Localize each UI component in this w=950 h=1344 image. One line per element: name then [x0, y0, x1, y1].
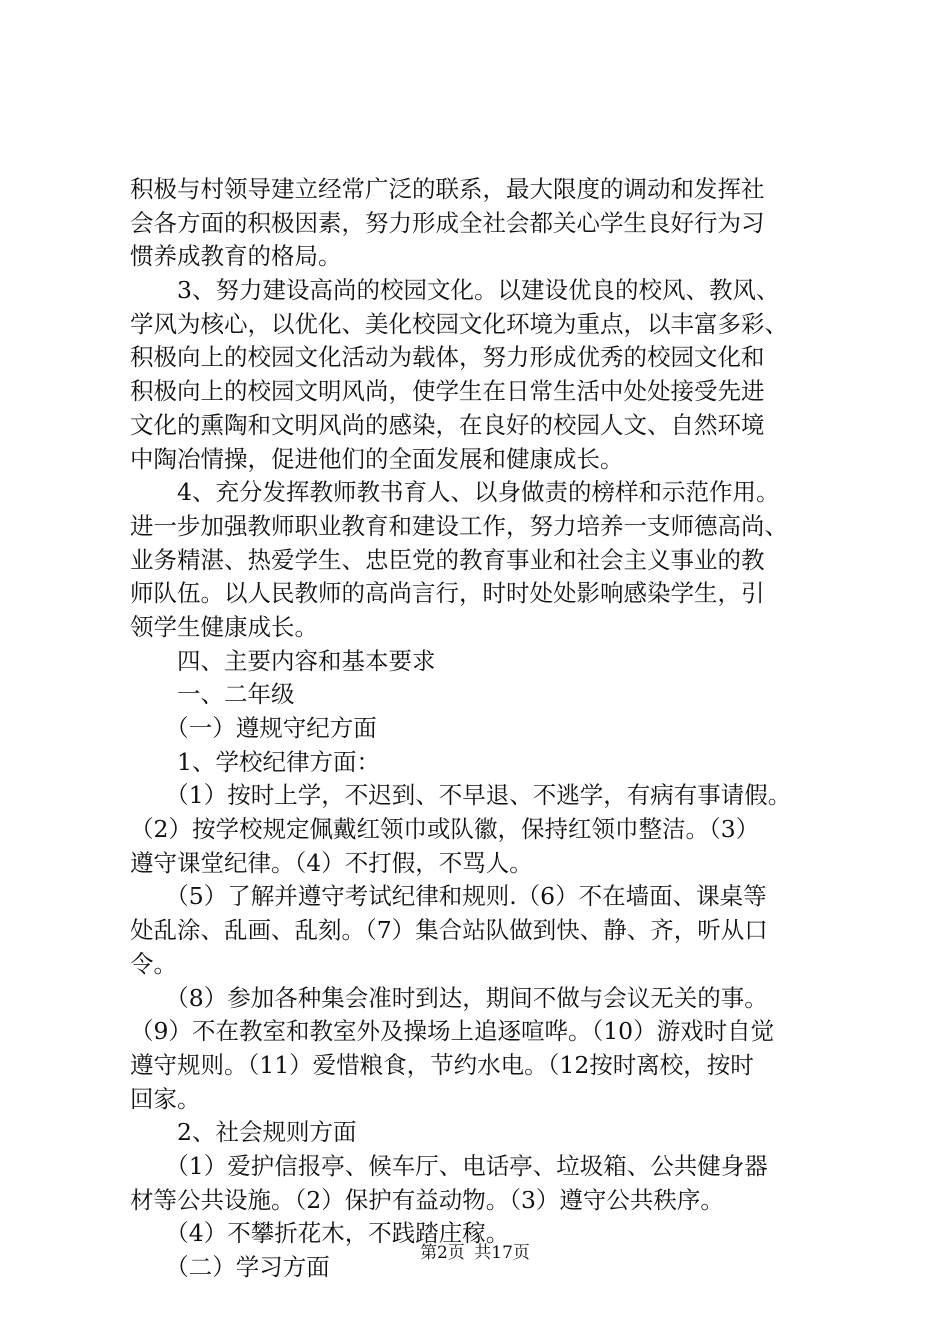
text-line: 遵守规则。（11）爱惜粮食，节约水电。（12按时离校，按时: [130, 1050, 754, 1079]
document-body: [130, 173, 850, 1285]
text-line: （1）爱护信报亭、候车厅、电话亭、垃圾箱、公共健身器: [130, 1151, 768, 1180]
text-line: 遵守课堂纪律。（4）不打假，不骂人。: [130, 848, 533, 877]
text-line: （1）按时上学，不迟到、不早退、不逃学，有病有事请假。: [130, 781, 792, 810]
page-footer: [0, 1238, 950, 1263]
text-line: 业务精湛、热爱学生、忠臣党的教育事业和社会主义事业的教: [130, 545, 765, 574]
text-line: 2、社会规则方面: [130, 1118, 357, 1147]
text-line: 令。: [130, 949, 177, 978]
text-line: 学风为核心，以优化、美化校园文化环境为重点，以丰富多彩、: [130, 309, 788, 338]
text-line: 一、二年级: [130, 680, 295, 709]
text-line: 4、充分发挥教师教书育人、以身做责的榜样和示范作用。: [130, 478, 780, 507]
text-line: 四、主要内容和基本要求: [130, 646, 436, 675]
text-line: 中陶冶情操，促进他们的全面发展和健康成长。: [130, 444, 624, 473]
text-line: 材等公共设施。（2）保护有益动物。（3）遵守公共秩序。: [130, 1185, 724, 1214]
text-line: 领学生健康成长。: [130, 612, 318, 641]
text-line: 3、努力建设高尚的校园文化。以建设优良的校风、教风、: [130, 276, 780, 305]
text-line: 会各方面的积极因素，努力形成全社会都关心学生良好行为习: [130, 208, 765, 237]
text-line: （2）按学校规定佩戴红领巾或队徽，保持红领巾整洁。（3）: [130, 815, 760, 844]
text-line: （9）不在教室和教室外及操场上追逐喧哗。（10）游戏时自觉: [130, 1017, 775, 1046]
text-line: 文化的熏陶和文明风尚的感染，在良好的校园人文、自然环境: [130, 410, 765, 439]
page-total: 共17页: [474, 1243, 530, 1263]
text-line: 处乱涂、乱画、乱刻。（7）集合站队做到快、静、齐，听从口: [130, 916, 768, 945]
text-line: （5）了解并遵守考试纪律和规则.（6）不在墙面、课桌等: [130, 882, 767, 911]
text-line: 进一步加强教师职业教育和建设工作，努力培养一支师德高尚、: [130, 511, 788, 540]
text-line: （二）学习方面: [130, 1253, 330, 1281]
text-line: 回家。: [130, 1084, 201, 1113]
page-number: 第2页: [420, 1243, 465, 1263]
text-line: （4）不攀折花木，不践踏庄稼。: [130, 1219, 510, 1248]
text-line: 1、学校纪律方面：: [130, 747, 380, 776]
text-line: 师队伍。以人民教师的高尚言行，时时处处影响感染学生，引: [130, 579, 765, 608]
text-line: 积极向上的校园文化活动为载体，努力形成优秀的校园文化和: [130, 343, 765, 372]
text-line: （一）遵规守纪方面: [130, 714, 377, 742]
text-line: 积极与村领导建立经常广泛的联系，最大限度的调动和发挥社: [130, 175, 765, 203]
text-line: （8）参加各种集会准时到达，期间不做与会议无关的事。: [130, 983, 768, 1012]
text-line: 积极向上的校园文明风尚，使学生在日常生活中处处接受先进: [130, 377, 765, 406]
text-line: 惯养成教育的格局。: [130, 242, 342, 271]
